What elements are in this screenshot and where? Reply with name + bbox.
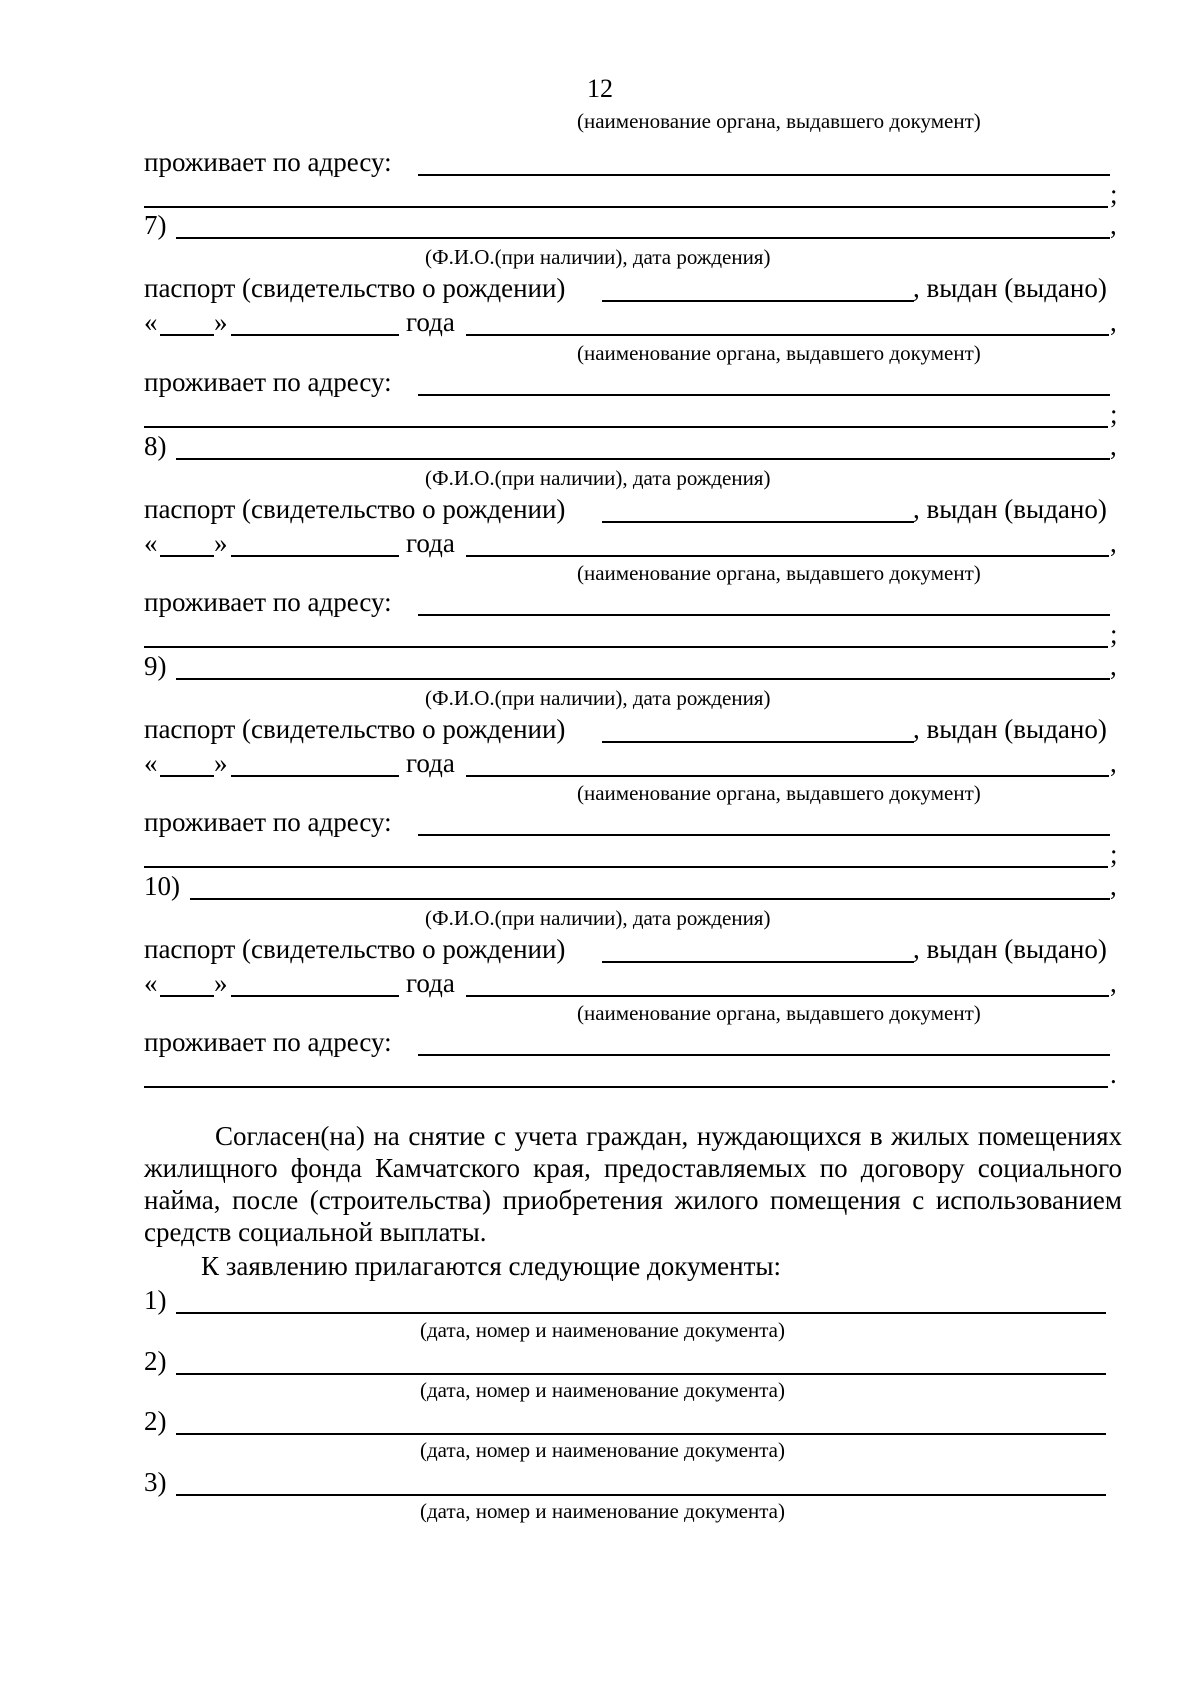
year-label: года — [406, 968, 455, 998]
passport-row — [0, 933, 1200, 965]
address-label: проживает по адресу: — [144, 807, 392, 837]
address-continuation-row: ; — [0, 398, 1200, 430]
attachment-number: 2) — [144, 1406, 167, 1436]
attachment-caption: (дата, номер и наименование документа) — [420, 1318, 785, 1342]
attachment-row — [0, 1284, 1200, 1316]
issuer-caption: (наименование органа, выдавшего документ) — [577, 561, 981, 585]
issued-label: , выдан (выдано) — [913, 934, 1107, 964]
address-field-continued[interactable] — [144, 866, 1108, 868]
fio-field[interactable] — [176, 678, 1110, 680]
person-number: 7) — [144, 210, 167, 240]
consent-paragraph — [144, 1120, 1122, 1248]
attachments-intro-block — [144, 1250, 1122, 1282]
issue-day-field[interactable] — [160, 995, 214, 997]
person-number: 9) — [144, 651, 167, 681]
address-row — [0, 366, 1200, 398]
issuer-field[interactable] — [466, 334, 1109, 336]
passport-label: паспорт (свидетельство о рождении) — [144, 494, 566, 524]
address-field[interactable] — [418, 1054, 1110, 1056]
attachment-row — [0, 1405, 1200, 1437]
issuer-field[interactable] — [466, 995, 1109, 997]
issue-day-field[interactable] — [160, 775, 214, 777]
address-field-continued[interactable] — [144, 1086, 1108, 1088]
attachment-field[interactable] — [176, 1494, 1106, 1496]
passport-field[interactable] — [602, 521, 914, 523]
issued-label: , выдан (выдано) — [913, 714, 1107, 744]
attachment-row — [0, 1345, 1200, 1377]
fio-field[interactable] — [176, 458, 1110, 460]
attachment-caption: (дата, номер и наименование документа) — [420, 1378, 785, 1402]
issue-day-field[interactable] — [160, 555, 214, 557]
fio-caption: (Ф.И.О.(при наличии), дата рождения) — [425, 906, 771, 930]
address-row — [0, 1026, 1200, 1058]
attachment-number: 3) — [144, 1467, 167, 1497]
address-field-continued[interactable] — [144, 646, 1108, 648]
person-number: 8) — [144, 431, 167, 461]
address-label: проживает по адресу: — [144, 1027, 392, 1057]
address-row — [0, 806, 1200, 838]
address-row — [0, 586, 1200, 618]
passport-label: паспорт (свидетельство о рождении) — [144, 714, 566, 744]
issue-day-field[interactable] — [160, 334, 214, 336]
fio-row: 8) , — [144, 431, 1117, 461]
year-label: года — [406, 748, 455, 778]
issue-date-row: « » года , — [144, 748, 1117, 778]
fio-row: 9) , — [144, 651, 1117, 681]
attachment-field[interactable] — [176, 1433, 1106, 1435]
issue-month-field[interactable] — [231, 555, 399, 557]
passport-field[interactable] — [602, 300, 914, 302]
issue-month-field[interactable] — [231, 334, 399, 336]
year-label: года — [406, 307, 455, 337]
attachment-number: 1) — [144, 1285, 167, 1315]
attachment-row — [0, 1466, 1200, 1498]
issuer-caption: (наименование органа, выдавшего документ) — [577, 781, 981, 805]
address-continuation-row: ; — [0, 838, 1200, 870]
person-number: 10) — [144, 871, 180, 901]
passport-row — [0, 493, 1200, 525]
address-field[interactable] — [418, 174, 1110, 176]
issued-label: , выдан (выдано) — [913, 494, 1107, 524]
address-continuation-row: . — [0, 1058, 1200, 1090]
issuer-caption: (наименование органа, выдавшего документ) — [577, 1001, 981, 1025]
address-field-continued[interactable] — [144, 426, 1108, 428]
issue-month-field[interactable] — [231, 995, 399, 997]
address-label: проживает по адресу: — [144, 367, 392, 397]
address-field[interactable] — [418, 614, 1110, 616]
fio-field[interactable] — [190, 898, 1110, 900]
issuer-caption: (наименование органа, выдавшего документ) — [577, 341, 981, 365]
fio-row: 10) , — [144, 871, 1117, 901]
issued-label: , выдан (выдано) — [913, 273, 1107, 303]
attachment-caption: (дата, номер и наименование документа) — [420, 1438, 785, 1462]
attachment-number: 2) — [144, 1346, 167, 1376]
issue-date-row: « » года , — [144, 968, 1117, 998]
attachment-field[interactable] — [176, 1312, 1106, 1314]
address-row — [0, 146, 1200, 178]
address-field[interactable] — [418, 834, 1110, 836]
passport-label: паспорт (свидетельство о рождении) — [144, 934, 566, 964]
passport-field[interactable] — [602, 741, 914, 743]
fio-caption: (Ф.И.О.(при наличии), дата рождения) — [425, 686, 771, 710]
issue-month-field[interactable] — [231, 775, 399, 777]
issuer-caption: (наименование органа, выдавшего документ) — [577, 109, 981, 133]
address-label: проживает по адресу: — [144, 587, 392, 617]
consent-text: Согласен(на) на снятие с учета граждан, нуждающихся в жилых помещениях жилищного фонда Камчатского края, предоставляемых по договору социального найма, после (строительства) приобретения жилого помещения с использованием средств социальной выплаты. — [144, 1121, 1122, 1247]
passport-row — [0, 272, 1200, 304]
fio-caption: (Ф.И.О.(при наличии), дата рождения) — [425, 245, 771, 269]
passport-label: паспорт (свидетельство о рождении) — [144, 273, 566, 303]
address-field-continued[interactable] — [144, 206, 1108, 208]
year-label: года — [406, 528, 455, 558]
issue-date-row: « » года , — [144, 307, 1117, 337]
issue-date-row: « » года , — [144, 528, 1117, 558]
address-continuation-row: ; — [0, 618, 1200, 650]
issuer-field[interactable] — [466, 775, 1109, 777]
passport-field[interactable] — [602, 961, 914, 963]
address-continuation-row: ; — [0, 178, 1200, 210]
attachment-caption: (дата, номер и наименование документа) — [420, 1499, 785, 1523]
address-field[interactable] — [418, 394, 1110, 396]
issuer-field[interactable] — [466, 555, 1109, 557]
fio-row: 7) , — [144, 210, 1117, 240]
fio-field[interactable] — [176, 237, 1110, 239]
page-number: 12 — [587, 74, 613, 103]
attachments-intro: К заявлению прилагаются следующие документы: — [201, 1251, 782, 1281]
fio-caption: (Ф.И.О.(при наличии), дата рождения) — [425, 466, 771, 490]
attachment-field[interactable] — [176, 1373, 1106, 1375]
address-label: проживает по адресу: — [144, 147, 392, 177]
passport-row — [0, 713, 1200, 745]
